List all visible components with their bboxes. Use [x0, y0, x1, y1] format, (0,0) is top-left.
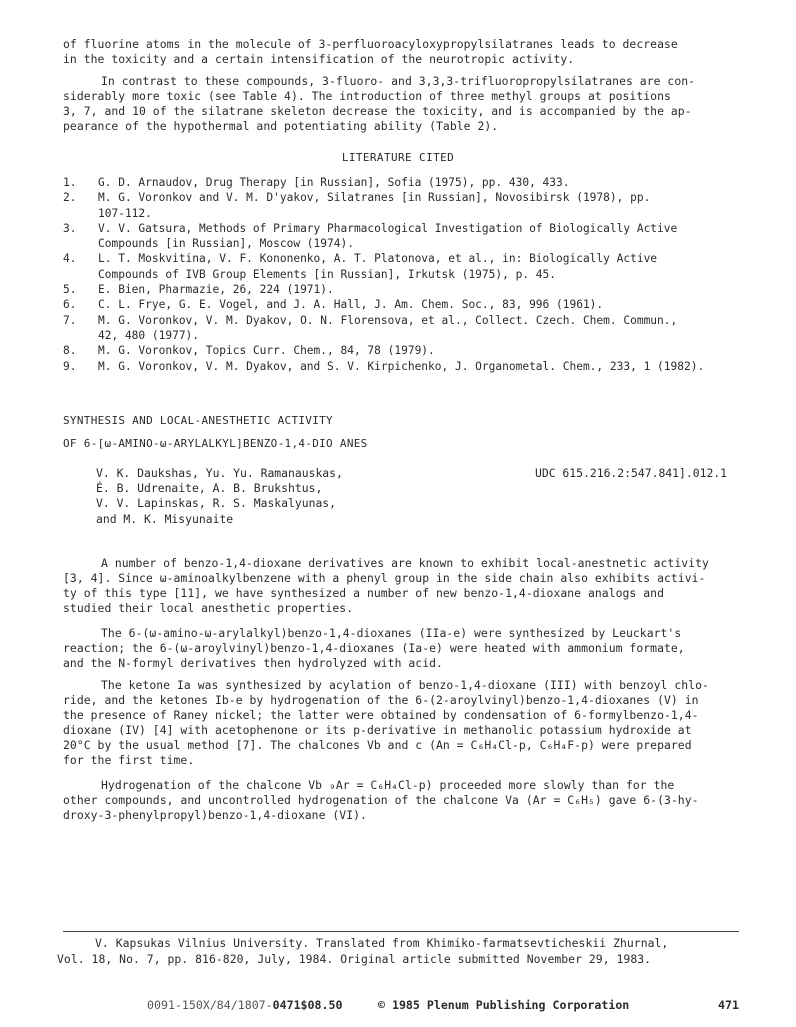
article-paragraph-2: The 6-(ω-amino-ω-arylalkyl)benzo-1,4-dioxanes (IIa-e) were synthesized by Leuckart's reaction; the 6-(ω-aroylvinyl)benzo-1,4-dioxanes (Ia-e) were heated with ammonium formate, and the N-formyl derivatives then hydrolyzed with acid.	[63, 626, 685, 670]
reference-number: 8.	[63, 344, 77, 358]
reference-item	[63, 313, 768, 344]
reference-number: 9.	[63, 359, 77, 373]
reference-number: 7.	[63, 313, 77, 327]
article-code: 0091-150X/84/1807-	[147, 998, 273, 1012]
reference-number: 6.	[63, 298, 77, 312]
reference-number: 3.	[63, 221, 77, 235]
reference-text: C. L. Frye, G. E. Vogel, and J. A. Hall, J. Am. Chem. Soc., 83, 996 (1961).	[98, 298, 604, 312]
reference-item	[63, 359, 768, 374]
reference-text: M. G. Voronkov and V. M. D'yakov, Silatranes [in Russian], Novosibirsk (1978), pp. 107-112.	[98, 191, 651, 220]
reference-text: G. D. Arnaudov, Drug Therapy [in Russian], Sofia (1975), pp. 430, 433.	[98, 176, 570, 189]
footnote: V. Kapsukas Vilnius University. Translated from Khimiko-farmatsevticheskii Zhurnal, Vol. 18, No. 7, pp. 816-820, July, 1984. Original article submitted November 29, 1983.	[57, 936, 669, 966]
reference-number: 1.	[63, 176, 77, 189]
reference-text: M. G. Voronkov, V. M. Dyakov, O. N. Florensova, et al., Collect. Czech. Chem. Commun., 42, 480 (1977).	[98, 313, 678, 342]
article-price: 0471$08.50	[272, 998, 343, 1012]
reference-item	[63, 282, 768, 297]
reference-text: L. T. Moskvitina, V. F. Kononenko, A. T. Platonova, et al., in: Biologically Active Compounds of IVB Group Elements [in Russian], Irkutsk (1975), p. 45.	[98, 252, 658, 281]
author-list: V. K. Daukshas, Yu. Yu. Ramanauskas, É. B. Udrenaite, A. B. Brukshtus, V. V. Lapinskas, R. S. Maskalyunas, and M. K. Misyunaite	[96, 466, 343, 526]
page-number: 471	[718, 998, 739, 1012]
reference-number: 4.	[63, 252, 77, 266]
reference-number: 2.	[63, 191, 77, 205]
reference-item	[63, 297, 768, 312]
footnote-divider	[63, 931, 739, 932]
reference-text: V. V. Gatsura, Methods of Primary Pharmacological Investigation of Biologically Active Compounds [in Russian], Moscow (1974).	[98, 221, 678, 251]
reference-text: E. Bien, Pharmazie, 26, 224 (1971).	[98, 283, 334, 297]
reference-item	[63, 175, 768, 190]
copyright-notice: © 1985 Plenum Publishing Corporation	[378, 998, 630, 1012]
article-title-line-1: SYNTHESIS AND LOCAL-ANESTHETIC ACTIVITY	[63, 414, 333, 427]
footer-code	[147, 998, 342, 1012]
reference-item	[63, 221, 768, 252]
reference-text: M. G. Voronkov, V. M. Dyakov, and S. V. Kirpichenko, J. Organometal. Chem., 233, 1 (1982).	[98, 359, 705, 373]
article-title-line-2: OF 6-[ω-AMINO-ω-ARYLALKYL]BENZO-1,4-DIO ANES	[63, 437, 368, 450]
reference-item	[63, 190, 768, 221]
reference-item	[63, 251, 768, 282]
intro-paragraph-1: of fluorine atoms in the molecule of 3-perfluoroacyloxypropylsilatranes leads to decrease in the toxicity and a certain intensification of the neurotropic activity.	[63, 37, 678, 66]
literature-heading: LITERATURE CITED	[341, 151, 455, 164]
article-paragraph-1: A number of benzo-1,4-dioxane derivatives are known to exhibit local-anestnetic activity [3, 4]. Since ω-aminoalkylbenzene with a phenyl group in the side chain also exhibits activi- ty of this type [11], we have synthesized a number of new benzo-1,4-dioxane analogs and studied their local anesthetic properties.	[63, 556, 709, 615]
article-paragraph-4: Hydrogenation of the chalcone Vb ₉Ar = C₆H₄Cl-p) proceeded more slowly than for the other compounds, and uncontrolled hydrogenation of the chalcone Va (Ar = C₆H₅) gave 6-(3-hy- droxy-3-phenylpropyl)benzo-1,4-dioxane (VI).	[63, 778, 699, 822]
reference-list	[63, 175, 768, 374]
intro-paragraph-2: In contrast to these compounds, 3-fluoro- and 3,3,3-trifluoropropylsilatranes are con- siderably more toxic (see Table 4). The introduction of three methyl groups at positions 3, 7, and 10 of the silatrane skeleton decrease the toxicity, and is accompanied by the ap- pearance of the hypothermal and potentiating ability (Table 2).	[63, 74, 696, 133]
udc-code: UDC 615.216.2:547.841].012.1	[535, 466, 728, 480]
reference-text: M. G. Voronkov, Topics Curr. Chem., 84, 78 (1979).	[98, 344, 435, 358]
reference-item	[63, 343, 768, 358]
article-paragraph-3: The ketone Ia was synthesized by acylation of benzo-1,4-dioxane (III) with benzoyl chlo- ride, and the ketones Ib-e by hydrogenation of the 6-(2-aroylvinyl)benzo-1,4-dioxanes (V) in the presence of Raney nickel; the latter were obtained by condensation of 6-formylbenzo-1,4- dioxane (IV) [4] with acetophenone or its p-derivative in methanolic potassium hydroxide at 20°C by the usual method [7]. The chalcones Vb and c (An = C₆H₄Cl-p, C₆H₄F-p) were prepared for the first time.	[63, 678, 709, 767]
reference-number: 5.	[63, 283, 77, 297]
